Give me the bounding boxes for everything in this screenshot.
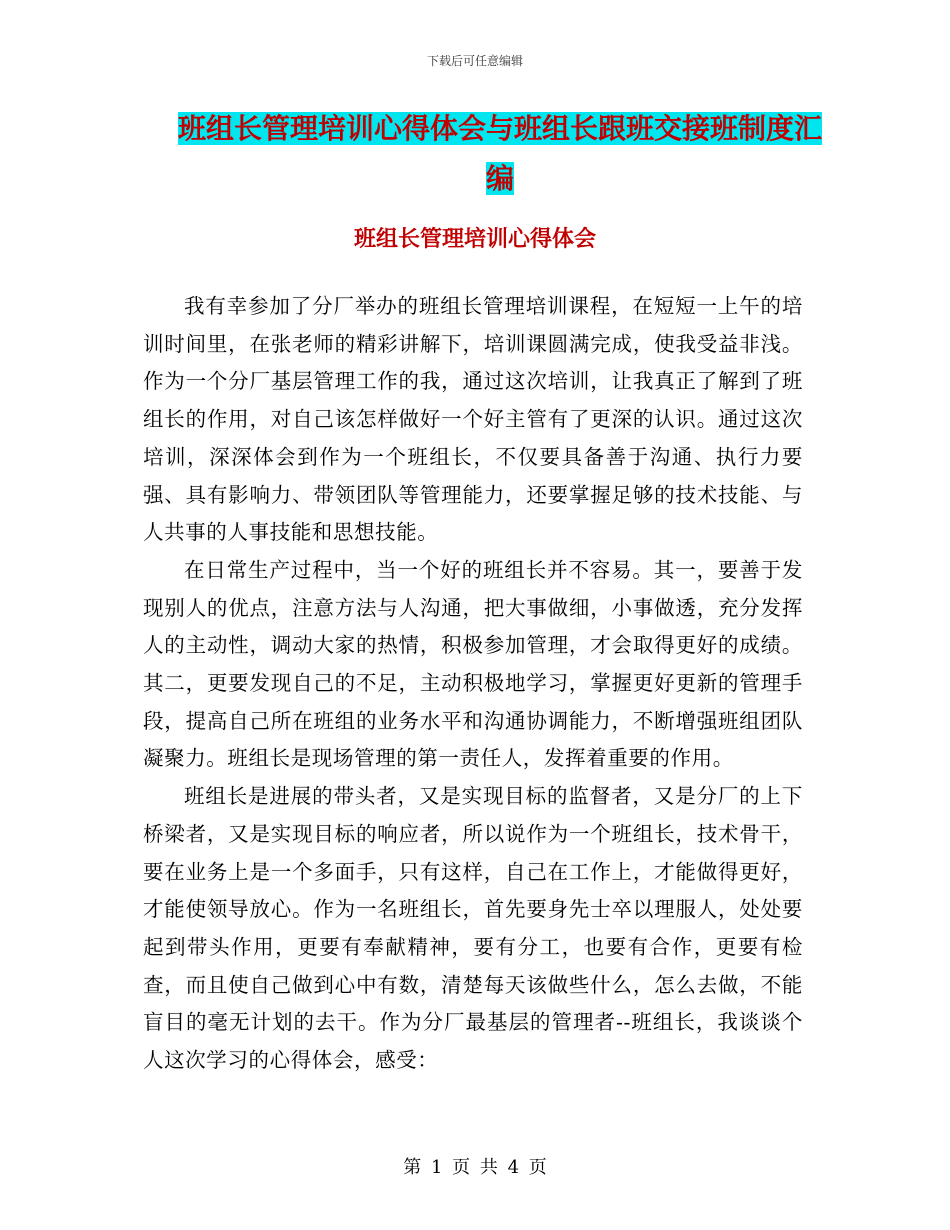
document-title	[150, 104, 850, 204]
paragraph: 在日常生产过程中，当一个好的班组长并不容易。其一，要善于发现别人的优点，注意方法与人沟通，把大事做细，小事做透，充分发挥人的主动性，调动大家的热情，积极参加管理，才会取得更好的成绩。其二，更要发现自己的不足，主动积极地学习，掌握更好更新的管理手段，提高自己所在班组的业务水平和沟通协调能力，不断增强班组团队凝聚力。班组长是现场管理的第一责任人，发挥着重要的作用。	[143, 557, 803, 771]
page-footer: 第 1 页 共 4 页	[403, 1157, 547, 1178]
paragraph: 班组长是进展的带头者，又是实现目标的监督者，又是分厂的上下桥梁者，又是实现目标的响应者，所以说作为一个班组长，技术骨干，要在业务上是一个多面手，只有这样，自己在工作上，才能做得更好，才能使领导放心。作为一名班组长，首先要身先士卒以理服人，处处要起到带头作用，更要有奉献精神，要有分工，也要有合作，更要有检查，而且使自己做到心中有数，清楚每天该做些什么，怎么去做，不能盲目的毫无计划的去干。作为分厂最基层的管理者--班组长，我谈谈个人这次学习的心得体会，感受：	[143, 784, 803, 1073]
document-body	[143, 288, 803, 1080]
header-note: 下载后可任意编辑	[426, 54, 523, 68]
section-title: 班组长管理培训心得体会	[353, 226, 596, 252]
document-title-line2: 编	[485, 162, 514, 195]
document-title-line1: 班组长管理培训心得体会与班组长跟班交接班制度汇	[177, 112, 822, 145]
paragraph: 我有幸参加了分厂举办的班组长管理培训课程，在短短一上午的培训时间里，在张老师的精彩讲解下，培训课圆满完成，使我受益非浅。作为一个分厂基层管理工作的我，通过这次培训，让我真正了解到了班组长的作用，对自己该怎样做好一个好主管有了更深的认识。通过这次培训，深深体会到作为一个班组长，不仅要具备善于沟通、执行力要强、具有影响力、带领团队等管理能力，还要掌握足够的技术技能、与人共事的人事技能和思想技能。	[143, 294, 803, 545]
